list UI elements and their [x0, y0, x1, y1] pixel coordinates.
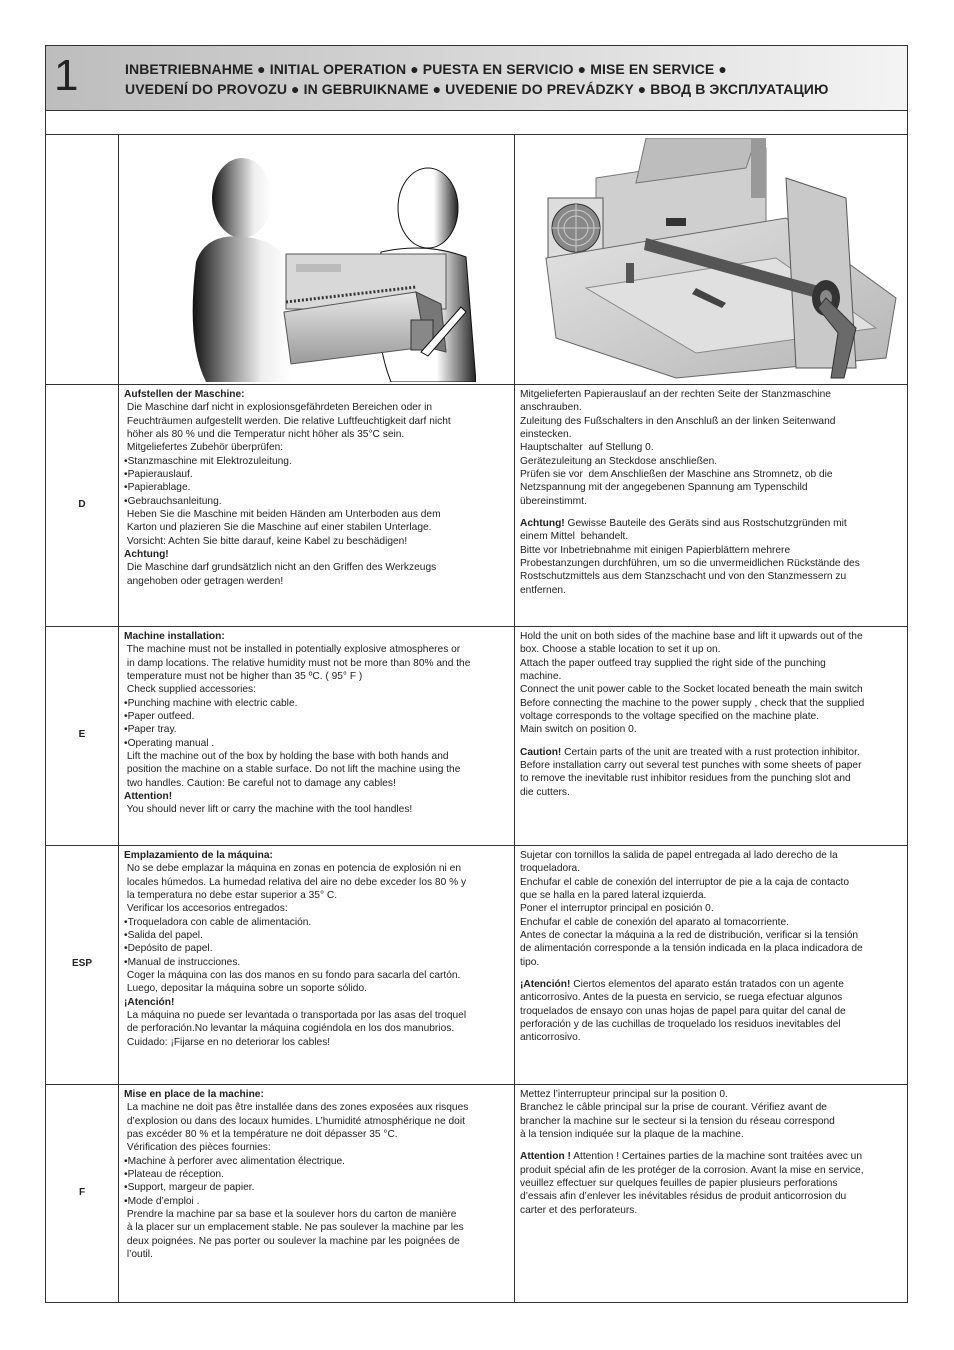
- text-run: Gewisse Bauteile des Geräts sind aus Rostschutzgründen mit: [564, 518, 847, 530]
- text-line: anticorrosivo. Antes de la puesta en servicio, se ruega efectuar algunos: [520, 992, 843, 1004]
- paragraph-gap: [520, 737, 904, 746]
- text-line: [124, 1088, 510, 1101]
- language-label-fr: F: [78, 1187, 86, 1198]
- text-line: Prüfen sie vor dem Anschließen der Maschine ans Stromnetz, ob die: [520, 469, 833, 481]
- text-line: position the machine on a stable surface. Do not lift the machine using the: [124, 764, 461, 776]
- text-line: Mettez l’interrupteur principal sur la position 0.: [520, 1089, 728, 1100]
- bold-heading: Aufstellen der Maschine:: [124, 389, 245, 400]
- text-line: produit spécial afin de les protéger de la corrosion. Avant la mise en service,: [520, 1164, 864, 1176]
- text-cell-de-right: [520, 388, 904, 597]
- bold-heading: Caution!: [520, 746, 562, 758]
- text-line: einstecken.: [520, 429, 572, 441]
- text-line: perforación y de las cuchillas de troquelado los residuos inevitables del: [520, 1019, 841, 1031]
- text-line: box. Choose a stable location to set it up on.: [520, 644, 721, 656]
- text-line: [124, 388, 510, 401]
- text-line: Lift the machine out of the box by holding the base with both hands and: [124, 751, 449, 763]
- text-line: brancher la machine sur le secteur si la tension du réseau correspond: [520, 1115, 835, 1127]
- text-line: de alimentación corresponde a la tensión indicada en la placa indicadora de: [520, 943, 863, 955]
- spacer-row: [46, 110, 907, 135]
- text-line: No se debe emplazar la máquina en zonas en potencia de explosión ni en: [124, 863, 461, 875]
- text-line: Attach the paper outfeed tray supplied the right side of the punching: [520, 657, 826, 669]
- text-line: einem Mittel behandelt.: [520, 531, 629, 543]
- text-line: Enchufar el cable de conexión del aparato al tomacorriente.: [520, 916, 790, 928]
- text-line: •Manual de instrucciones.: [124, 956, 241, 968]
- illustration-machine-outfeed: [526, 138, 906, 382]
- text-line: •Paper tray.: [124, 724, 177, 736]
- text-cell-es-right: [520, 849, 904, 1045]
- text-line: Check supplied accessories:: [124, 684, 256, 696]
- text-line: Rostschutzmittels aus dem Stanzschacht und von den Stanzmessern zu: [520, 571, 847, 583]
- text-line: [124, 548, 510, 561]
- column-divider-middle: [514, 134, 515, 1302]
- text-line: à la tension indiquée sur la plaque de la machine.: [520, 1129, 744, 1141]
- text-line: troqueladora.: [520, 863, 581, 875]
- paragraph-gap: [520, 1141, 904, 1150]
- text-line: angehoben oder getragen werden!: [124, 575, 284, 587]
- text-line: l’outil.: [124, 1249, 153, 1261]
- text-run: Attention ! Certaines parties de la machine sont traitées avec un: [570, 1151, 863, 1163]
- text-line: Antes de conectar la máquina a la red de distribución, verificar si la tensión: [520, 930, 859, 942]
- text-line: pas excéder 80 % et la température ne doit dépasser 35 °C.: [124, 1129, 398, 1141]
- text-line: Poner el interruptor principal en posición 0.: [520, 903, 714, 915]
- text-line: [520, 746, 904, 759]
- text-line: la temperatura no debe estar superior a 35° C.: [124, 890, 338, 902]
- text-cell-es-left: [124, 849, 510, 1049]
- text-line: [124, 849, 510, 862]
- text-line: •Gebrauchsanleitung.: [124, 495, 222, 507]
- text-line: The machine must not be installed in potentially explosive atmospheres or: [124, 644, 461, 656]
- text-line: Bitte vor Inbetriebnahme mit einigen Papierblättern mehrere: [520, 544, 791, 556]
- text-line: Verificar los accesorios entregados:: [124, 903, 288, 915]
- text-line: Feuchträumen aufgestellt werden. Die relative Luftfeuchtigkeit darf nicht: [124, 415, 451, 427]
- text-line: que se halla en la pared lateral izquierda.: [520, 890, 707, 902]
- text-line: temperature must not be higher than 35 ºC. ( 95° F ): [124, 671, 363, 683]
- bold-heading: Attention !: [520, 1151, 571, 1163]
- header-title-line-1: INBETRIEBNAHME ● INITIAL OPERATION ● PUESTA EN SERVICIO ● MISE EN SERVICE ●: [125, 61, 727, 77]
- text-line: Mitgeliefertes Zubehör überprüfen:: [124, 442, 284, 454]
- text-line: •Support, margeur de papier.: [124, 1182, 255, 1194]
- text-line: Hauptschalter auf Stellung 0.: [520, 442, 654, 454]
- text-line: La máquina no puede ser levantada o transportada por las asas del troquel: [124, 1010, 467, 1022]
- section-header: [46, 46, 907, 111]
- text-line: à la placer sur un emplacement stable. Ne pas soulever la machine par les: [124, 1222, 464, 1234]
- paragraph-gap: [520, 969, 904, 978]
- text-line: to remove the inevitable rust inhibitor residues from the punching slot and: [520, 773, 851, 785]
- text-line: [520, 1150, 904, 1163]
- bold-heading: Achtung!: [124, 549, 169, 561]
- text-line: •Plateau de réception.: [124, 1169, 224, 1181]
- text-line: Prendre la machine par sa base et la soulever hors du carton de manière: [124, 1209, 457, 1221]
- language-label-es: ESP: [71, 958, 92, 969]
- text-line: Hold the unit on both sides of the machine base and lift it upwards out of the: [520, 631, 863, 642]
- text-line: troquelados de ensayo con unas hojas de papel para quitar del canal de: [520, 1005, 846, 1017]
- text-line: höher als 80 % und die Temperatur nicht höher als 35°C sein.: [124, 429, 405, 441]
- text-line: übereinstimmt.: [520, 495, 587, 507]
- text-line: Mitgelieferten Papierauslauf an der rechten Seite der Stanzmaschine: [520, 389, 831, 400]
- text-line: voltage corresponds to the voltage specified on the machine plate.: [520, 711, 820, 723]
- page-frame: [45, 45, 908, 1303]
- text-line: Sujetar con tornillos la salida de papel entregada al lado derecho de la: [520, 850, 838, 861]
- text-line: Main switch on position 0.: [520, 724, 637, 736]
- text-line: Branchez le câble principal sur la prise de courant. Vérifiez avant de: [520, 1102, 827, 1114]
- text-line: La machine ne doit pas être installée dans des zones exposées aux risques: [124, 1102, 469, 1114]
- language-label-en: E: [78, 729, 86, 740]
- text-line: in damp locations. The relative humidity must not be more than 80% and the: [124, 657, 471, 669]
- row-divider: [46, 626, 907, 627]
- text-line: tipo.: [520, 956, 540, 968]
- text-line: Connect the unit power cable to the Socket located beneath the main switch: [520, 684, 863, 696]
- text-line: carter et des perforateurs.: [520, 1204, 638, 1216]
- text-line: Probestanzungen durchführen, um so die unvermeidlichen Rückstände des: [520, 558, 860, 570]
- text-line: d’explosion ou dans des locaux humides. L’humidité atmosphérique ne doit: [124, 1115, 465, 1127]
- text-line: Heben Sie die Maschine mit beiden Händen am Unterboden aus dem: [124, 509, 441, 521]
- text-line: •Troqueladora con cable de alimentación.: [124, 916, 312, 928]
- text-line: [520, 978, 904, 991]
- text-line: [124, 790, 510, 803]
- text-line: d’essais afin d’enlever les inévitables résidus de produit anticorrosion du: [520, 1191, 847, 1203]
- bold-heading: Mise en place de la machine:: [124, 1089, 264, 1100]
- column-divider-lang: [118, 134, 119, 1302]
- text-line: anticorrosivo.: [520, 1032, 581, 1044]
- text-line: •Mode d’emploi .: [124, 1195, 200, 1207]
- paragraph-gap: [520, 508, 904, 517]
- text-line: de perforación.No levantar la máquina cogiéndola en los dos manubrios.: [124, 1023, 455, 1035]
- text-line: machine.: [520, 671, 562, 683]
- text-line: •Operating manual .: [124, 737, 215, 749]
- text-line: •Paper outfeed.: [124, 711, 195, 723]
- text-cell-de-left: [124, 388, 510, 588]
- row-divider: [46, 1084, 907, 1085]
- row-divider: [46, 384, 907, 385]
- text-line: Luego, depositar la máquina sobre un soporte sólido.: [124, 983, 367, 995]
- bold-heading: Achtung!: [520, 518, 565, 530]
- bold-heading: Emplazamiento de la máquina:: [124, 850, 273, 861]
- text-run: Certain parts of the unit are treated with a rust protection inhibitor.: [561, 746, 860, 758]
- text-line: Before installation carry out several test punches with some sheets of paper: [520, 760, 862, 772]
- text-line: •Papierauslauf.: [124, 469, 193, 481]
- text-line: [124, 630, 510, 643]
- text-line: entfernen.: [520, 584, 566, 596]
- row-divider: [46, 845, 907, 846]
- bold-heading: Attention!: [124, 791, 173, 803]
- header-title-line-2: UVEDENÍ DO PROVOZU ● IN GEBRUIKNAME ● UVEDENIE DO PREVÁDZKY ● ВВОД В ЭКСПЛУАТАЦИЮ: [125, 81, 829, 97]
- text-line: two handles. Caution: Be careful not to damage any cables!: [124, 777, 396, 789]
- text-line: Before connecting the machine to the power supply , check that the supplied: [520, 697, 865, 709]
- text-line: Karton und plazieren Sie die Maschine auf einer stabilen Unterlage.: [124, 522, 432, 534]
- language-label-de: D: [78, 499, 86, 510]
- text-line: Vorsicht: Achten Sie bitte darauf, keine Kabel zu beschädigen!: [124, 535, 408, 547]
- bold-heading: ¡Atención!: [520, 979, 571, 991]
- text-line: •Salida del papel.: [124, 930, 203, 942]
- text-line: veuillez effectuer sur quelques feuilles de papier plusieurs perforations: [520, 1178, 838, 1190]
- text-line: [124, 996, 510, 1009]
- illustration-lifting-machine: [166, 142, 476, 382]
- text-line: anschrauben.: [520, 402, 582, 414]
- bold-heading: ¡Atención!: [124, 996, 175, 1008]
- text-line: •Punching machine with electric cable.: [124, 697, 298, 709]
- chapter-number: 1: [54, 51, 79, 100]
- text-cell-fr-right: [520, 1088, 904, 1217]
- text-cell-en-right: [520, 630, 904, 799]
- text-line: Die Maschine darf nicht in explosionsgefährdeten Bereichen oder in: [124, 402, 433, 414]
- bold-heading: Machine installation:: [124, 631, 225, 642]
- text-line: Enchufar el cable de conexión del interruptor de pie a la caja de contacto: [520, 876, 850, 888]
- text-line: Gerätezuleitung an Steckdose anschließen.: [520, 455, 718, 467]
- text-line: You should never lift or carry the machine with the tool handles!: [124, 804, 413, 816]
- text-line: Die Maschine darf grundsätzlich nicht an den Griffen des Werkzeugs: [124, 562, 437, 574]
- text-line: •Stanzmaschine mit Elektrozuleitung.: [124, 455, 292, 467]
- text-line: •Machine à perforer avec alimentation électrique.: [124, 1155, 346, 1167]
- text-line: •Papierablage.: [124, 482, 191, 494]
- text-line: locales húmedos. La humedad relativa del aire no debe exceder los 80 % y: [124, 876, 467, 888]
- text-line: Coger la máquina con las dos manos en su fondo para sacarla del cartón.: [124, 970, 461, 982]
- text-line: deux poignées. Ne pas porter ou soulever la machine par les poignées de: [124, 1235, 460, 1247]
- text-line: Vérification des pièces fournies:: [124, 1142, 271, 1154]
- text-line: Zuleitung des Fußschalters in den Anschluß an der linken Seitenwand: [520, 415, 836, 427]
- text-run: Ciertos elementos del aparato están tratados con un agente: [570, 979, 844, 991]
- text-cell-fr-left: [124, 1088, 510, 1261]
- text-line: Cuidado: ¡Fijarse en no deteriorar los cables!: [124, 1036, 331, 1048]
- text-line: die cutters.: [520, 786, 570, 798]
- text-cell-en-left: [124, 630, 510, 817]
- text-line: •Depósito de papel.: [124, 943, 213, 955]
- text-line: Netzspannung mit der angegebenen Spannung am Typenschild: [520, 482, 808, 494]
- text-line: [520, 517, 904, 530]
